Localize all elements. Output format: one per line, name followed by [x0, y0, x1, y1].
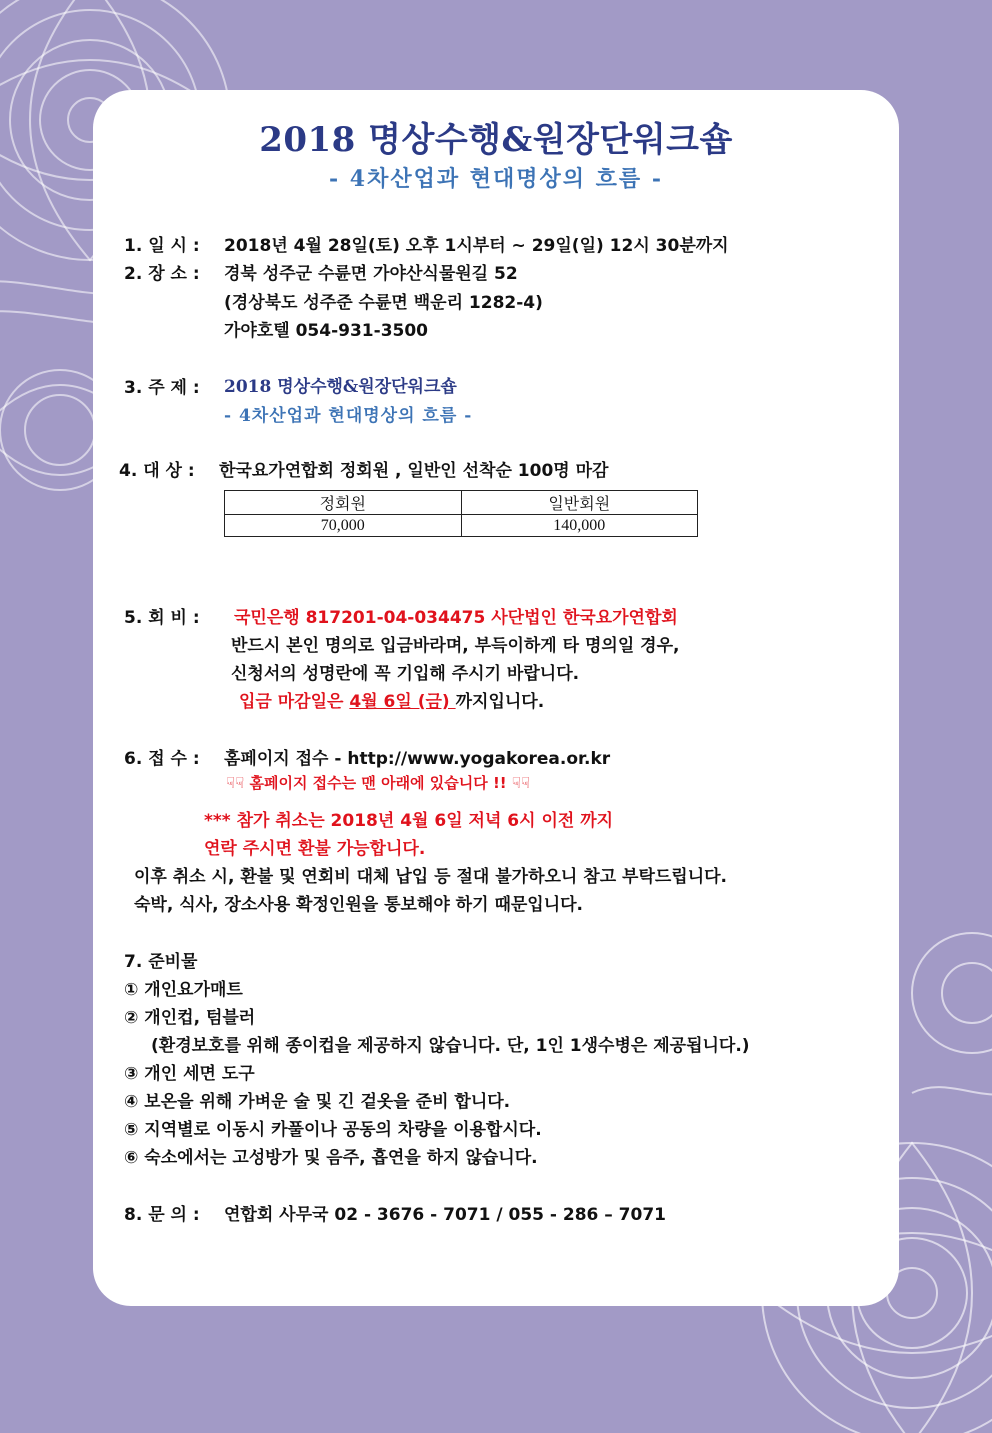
section-4-text: 한국요가연합회 정회원 , 일반인 선착순 100명 마감	[219, 461, 609, 481]
section-2-line-2: (경상북도 성주준 수륜면 백운리 1282-4)	[224, 293, 543, 313]
after-cancel-2: 숙박, 식사, 장소사용 확정인원을 통보해야 하기 때문입니다.	[134, 895, 584, 915]
prep-item-4: ④ 보온을 위해 가벼운 술 및 긴 겉옷을 준비 합니다.	[124, 1092, 511, 1112]
fee-table	[224, 490, 698, 537]
prep-item-6: ⑥ 숙소에서는 고성방가 및 음주, 흡연을 하지 않습니다.	[124, 1148, 538, 1168]
deadline-prefix: 입금 마감일은	[239, 692, 350, 712]
bank-account: 국민은행 817201-04-034475 사단법인 한국요가연합회	[234, 608, 678, 628]
section-7-label: 7. 준비물	[124, 952, 198, 972]
payment-deadline	[239, 687, 544, 712]
section-1-text: 2018년 4월 28일(토) 오후 1시부터 ~ 29일(일) 12시 30분까지	[224, 236, 729, 256]
page-subtitle: - 4차산업과 현대명상의 흐름 -	[329, 166, 663, 192]
deadline-suffix: 까지입니다.	[455, 692, 545, 712]
fee-value-general: 140,000	[461, 515, 698, 537]
section-6-label: 6. 접 수 :	[124, 749, 200, 769]
deadline-date: 4월 6일 (금)	[349, 692, 456, 712]
prep-item-5: ⑤ 지역별로 이동시 카풀이나 공동의 차량을 이용합시다.	[124, 1120, 542, 1140]
prep-item-3: ③ 개인 세면 도구	[124, 1064, 255, 1084]
contact-text: 연합회 사무국 02 - 3676 - 7071 / 055 - 286 – 7071	[224, 1205, 667, 1225]
section-6-text: 홈페이지 접수 - http://www.yogakorea.or.kr	[224, 749, 611, 769]
section-2-line-1: 경북 성주군 수륜면 가야산식물원길 52	[224, 264, 518, 284]
section-5-line-3: 신청서의 성명란에 꼭 기입해 주시기 바랍니다.	[231, 664, 580, 684]
fee-header-general: 일반회원	[461, 491, 698, 515]
page-title: 2018 명상수행&원장단워크숍	[259, 120, 733, 160]
prep-item-1: ① 개인요가매트	[124, 980, 243, 1000]
section-8-label: 8. 문 의 :	[124, 1205, 200, 1225]
section-2-line-3: 가야호텔 054-931-3500	[224, 321, 429, 341]
section-5-label: 5. 회 비 :	[124, 608, 200, 628]
section-4-label: 4. 대 상 :	[119, 461, 195, 481]
prep-item-2-note: (환경보호를 위해 종이컵을 제공하지 않습니다. 단, 1인 1생수병은 제공됩니다.)	[151, 1036, 750, 1056]
content-card	[93, 90, 899, 1306]
homepage-notice: ☟☟ 홈페이지 접수는 맨 아래에 있습니다 !! ☟☟	[226, 774, 531, 792]
section-3-subtitle: - 4차산업과 현대명상의 흐름 -	[224, 406, 473, 426]
section-5-line-2: 반드시 본인 명의로 입금바라며, 부득이하게 타 명의일 경우,	[231, 636, 680, 656]
prep-item-2: ② 개인컵, 텀블러	[124, 1008, 256, 1028]
fee-value-member: 70,000	[225, 515, 462, 537]
section-2-label: 2. 장 소 :	[124, 264, 200, 284]
section-3-title: 2018 명상수행&원장단워크숍	[224, 377, 457, 397]
after-cancel-1: 이후 취소 시, 환불 및 연회비 대체 납입 등 절대 불가하오니 참고 부탁드립니다.	[134, 867, 728, 887]
section-1-label: 1. 일 시 :	[124, 236, 200, 256]
cancel-notice-2: 연락 주시면 환불 가능합니다.	[204, 839, 426, 859]
cancel-notice-1: *** 참가 취소는 2018년 4월 6일 저녁 6시 이전 까지	[204, 811, 614, 831]
fee-header-member: 정회원	[225, 491, 462, 515]
section-3-label: 3. 주 제 :	[124, 378, 200, 398]
